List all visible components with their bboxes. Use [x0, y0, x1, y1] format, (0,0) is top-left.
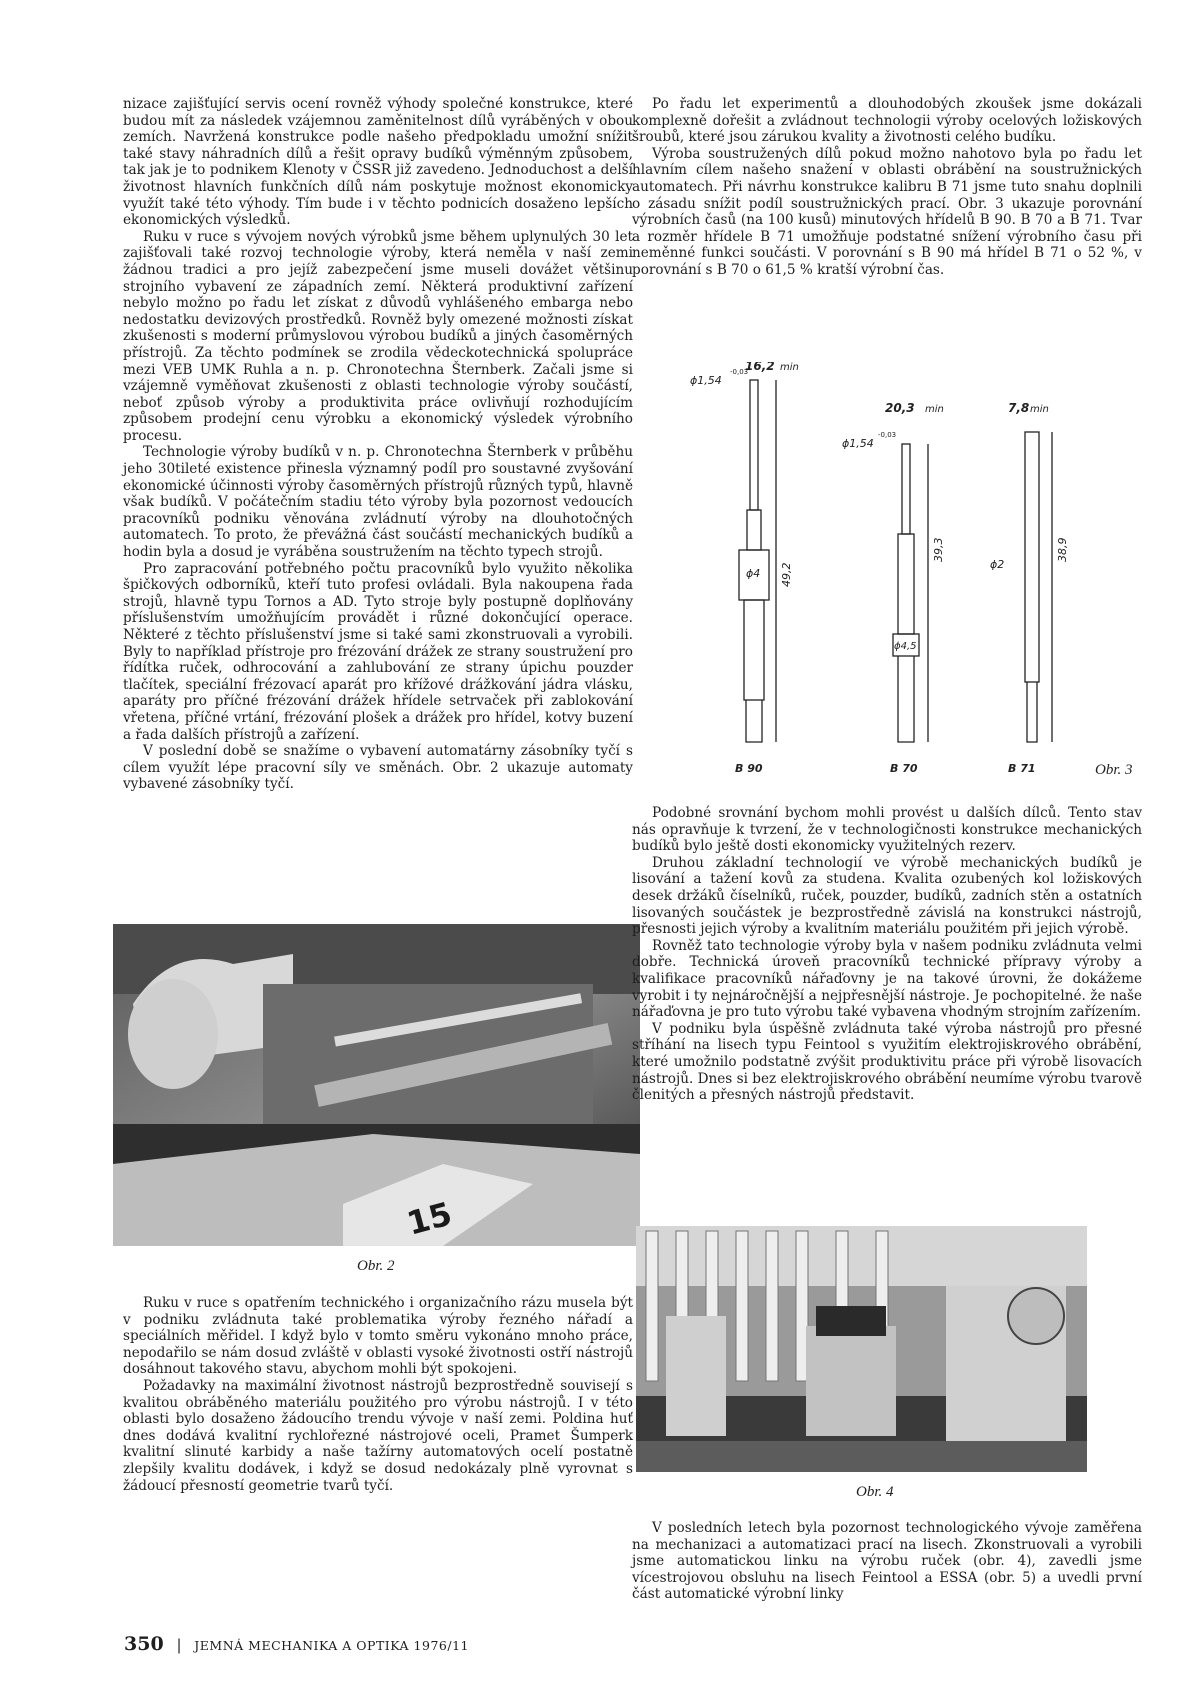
- photo-obr-4: [636, 1226, 1087, 1472]
- drawing-obr-3: [690, 362, 1160, 782]
- machine-number-label: 15: [402, 1194, 456, 1243]
- paragraph: Pro zapracování potřebného počtu pracovníků bylo využito několika špičkových odborníků, kteří tuto profesi ovládali. Byla nakoupena řada strojů, hlavně typu Tornos a AD. Tyto stroje byly postupně doplňovány příslušenstvím umožňujícím provádět i různé dokončující operace. Některé z těchto příslušenství jsme si také sami zkonstruovali a vyrobili. Byly to například přístroje pro frézování drážek ze strany soustružení pro řídítka ruček, odhrocování a zahlubování ze strany úpichu pouzder tlačítek, speciální frézovací aparát pro křížové drážkování jádra vlásku, aparáty pro příčné frézování drážek hřídele setrvaček při zablokování vřetena, příčné vrtání, frézování plošek a drážek pro hřídel, kotvy buzení a řada dalších přístrojů a zařízení.: [123, 560, 633, 743]
- b71-label: B 71: [1008, 762, 1036, 775]
- caption-obr-4: Obr. 4: [856, 1484, 894, 1500]
- paragraph: V posledních letech byla pozornost technologického vývoje zaměřena na mechanizaci a automatizaci prací na lisech. Zkonstruovali a vyrobili jsme automatickou linku na výrobu ruček (obr. 4), zavedli jsme vícestrojovou obsluhu na lisech Feintool a ESSA (obr. 5) a uvedli první část automatické výrobní linky: [632, 1520, 1142, 1603]
- b71-body-diameter: ϕ2: [990, 558, 1005, 571]
- left-column-lower: [123, 1295, 633, 1494]
- b70-tolerance: -0,03: [878, 431, 897, 439]
- b90-length: 49,2: [780, 562, 793, 587]
- b90-time-unit: min: [780, 362, 799, 373]
- caption-obr-3: Obr. 3: [1095, 762, 1133, 778]
- b70-body-diameter: ϕ4,5: [894, 641, 917, 652]
- b70-label: B 70: [890, 762, 918, 775]
- paragraph: Výroba soustružených dílů pokud možno nahotovo byla po řadu let hlavním cílem našeho snažení v oblasti obrábění na soustružnických automatech. Při návrhu konstrukce kalibru B 71 jsme tuto snahu doplnili o zásadu snížit podíl soustružnických prací. Obr. 3 ukazuje porovnání výrobních časů (na 100 kusů) minutových hřídelů B 90. B 70 a B 71. Tvar a rozměr hřídele B 71 umožňuje podstatné snížení výrobního času při neměnné funkci součásti. V porovnání s B 90 má hřídel B 71 o 52 %, v porovnání s B 70 o 61,5 % kratší výrobní čas.: [632, 145, 1142, 278]
- right-column-top: [632, 96, 1142, 279]
- b70-top-diameter: ϕ1,54: [842, 437, 874, 450]
- caption-obr-2: Obr. 2: [357, 1258, 395, 1274]
- page-number: 350: [124, 1633, 164, 1655]
- photo-presses-image: [636, 1226, 1087, 1472]
- paragraph: Technologie výroby budíků v n. p. Chronotechna Šternberk v průběhu jeho 30tileté existence přinesla významný podíl pro soustavné zvyšování ekonomické účinnosti výroby časoměrných přístrojů různých typů, hlavně však budíků. V počátečním stadiu této výroby byla pozornost vedoucích pracovníků podniku věnována zvládnutí výroby na dlouhotočných automatech. To proto, že převážná část součástí mechanických budíků a hodin byla a dosud je vyráběna soustružením na těchto typech strojů.: [123, 444, 633, 561]
- b90-top-diameter: ϕ1,54: [690, 374, 722, 387]
- left-column: [123, 96, 633, 793]
- b71-length: 38,9: [1056, 537, 1069, 562]
- b90-tolerance: -0,03: [730, 368, 749, 376]
- paragraph: V poslední době se snažíme o vybavení automatárny zásobníky tyčí s cílem využít lépe pracovní síly ve směnách. Obr. 2 ukazuje automaty vybavené zásobníky tyčí.: [123, 743, 633, 793]
- paragraph: Ruku v ruce s opatřením technického i organizačního rázu musela být v podniku zvládnuta také problematika výroby řezného nářadí a speciálních měřidel. I když bylo v tomto směru vykonáno mnoho práce, nepodařilo se nám dosud zvláště v oblasti vysoké životnosti ostří nástrojů dosáhnout takového stavu, abychom mohli být spokojeni.: [123, 1295, 633, 1378]
- paragraph: V podniku byla úspěšně zvládnuta také výroba nástrojů pro přesné stříhání na lisech typu Feintool s využitím elektrojiskrového obrábění, které umožnilo podstatně zvýšit produktivitu práce při výrobě lisovacích nástrojů. Dnes si bez elektrojiskrového obrábění neumíme výrobu tvarově členitých a přesných nástrojů představit.: [632, 1020, 1142, 1104]
- paragraph: Po řadu let experimentů a dlouhodobých zkoušek jsme dokázali komplexně dořešit a zvládnout technologii výroby ocelových ložiskových šroubů, které jsou zárukou kvality a životnosti celého budíku.: [632, 96, 1142, 146]
- b70-time: 20,3: [885, 401, 915, 415]
- photo-automats-image: [113, 924, 640, 1246]
- paragraph: Druhou základní technologií ve výrobě mechanických budíků je lisování a tažení kovů za studena. Kvalita ozubených kol ložiskových desek držáků číselníků, ruček, pouzder, budíků, zadních stěn a ostatních lisovaných součástek je bezprostředně závislá na konstrukci nástrojů, přesnosti jejich výroby a kvalitním materiálu použitém při jejich výrobě.: [632, 854, 1142, 938]
- paragraph: Rovněž tato technologie výroby byla v našem podniku zvládnuta velmi dobře. Technická úroveň pracovníků technické přípravy výroby a kvalifikace pracovníků nářaďovny je na takové úrovni, že dokážeme vyrobit i ty nejnáročnější a nejpřesnější nástroje. Je pochopitelné. že naše nářaďovna je pro tuto výrobu také vybavena vhodným strojním zařízením.: [632, 937, 1142, 1021]
- b70-time-unit: min: [925, 404, 944, 415]
- photo-obr-2: [113, 924, 640, 1246]
- right-column-mid: [632, 805, 1142, 1104]
- page-footer: [124, 1633, 469, 1655]
- b90-label: B 90: [735, 762, 763, 775]
- right-column-bottom: [632, 1520, 1142, 1603]
- left-paragraphs: [123, 96, 633, 793]
- b70-length: 39,3: [932, 537, 945, 562]
- footer-separator: |: [176, 1636, 182, 1654]
- journal-title: JEMNÁ MECHANIKA A OPTIKA 1976/11: [194, 1638, 469, 1653]
- b90-time: 16,2: [745, 362, 775, 373]
- paragraph: Požadavky na maximální životnost nástrojů bezprostředně souvisejí s kvalitou obráběného materiálu použitého pro výrobu nástrojů. I v této oblasti bylo dosaženo žádoucího trendu vývoje v naší zemi. Poldina huť dnes dodává kvalitní rychlořezné nástrojové oceli, Pramet Šumperk kvalitní slinuté karbidy a naše tažírny automatových ocelí postatně zlepšily kvalitu dodávek, i když se dosud nedokázaly plně vyrovnat s žádoucí přesností geometrie tvarů tyčí.: [123, 1377, 633, 1494]
- b71-time-unit: min: [1030, 404, 1049, 415]
- paragraph: Podobné srovnání bychom mohli provést u dalších dílců. Tento stav nás opravňuje k tvrzení, že v technologičnosti konstrukce mechanických budíků bylo ještě dosti ekonomicky využitelných rezerv.: [632, 805, 1142, 855]
- b90-body-diameter: ϕ4: [746, 567, 761, 580]
- paragraph: Ruku v ruce s vývojem nových výrobků jsme během uplynulých 30 let zajišťovali také rozvoj technologie výroby, která neměla v naší zemi žádnou tradici a pro jejíž zabezpečení jsme museli dovážet většinu strojního vybavení ze západních zemí. Některá produktivní zařízení nebylo možno po řadu let získat z důvodů vyhlášeného embarga nebo nedostatku devizových prostředků. Rovněž byly omezené možnosti získat zkušenosti s moderní průmyslovou výrobou budíků a jiných časoměrných přístrojů. Za těchto podmínek se zrodila vědeckotechnická spolupráce mezi VEB UMK Ruhla a n. p. Chronotechna Šternberk. Začali jsme si vzájemně vyměňovat zkušenosti z oblasti technologie výroby součástí, neboť způsob výroby a produktivita práce ovlivňují rozhodujícím způsobem prodejní cenu výrobku a ekonomický výsledek výrobního procesu.: [123, 228, 633, 444]
- paragraph: nizace zajišťující servis ocení rovněž výhody společné konstrukce, které budou mít za následek vzájemnou zaměnitelnost dílů vyráběných v obou zemích. Navržená konstrukce podle našeho předpokladu umožní snížit také stavy náhradních dílů a řešit opravy budíků výměnným způsobem, tak jak je to podnikem Klenoty v ČSSR již zavedeno. Jednoduchost a delší životnost hlavních funkčních dílů nám poskytuje možnost ekonomicky využít také této výhody. Tím bude i v těchto podnicích dosaženo lepších ekonomických výsledků.: [123, 96, 633, 229]
- b71-time: 7,8: [1008, 401, 1030, 415]
